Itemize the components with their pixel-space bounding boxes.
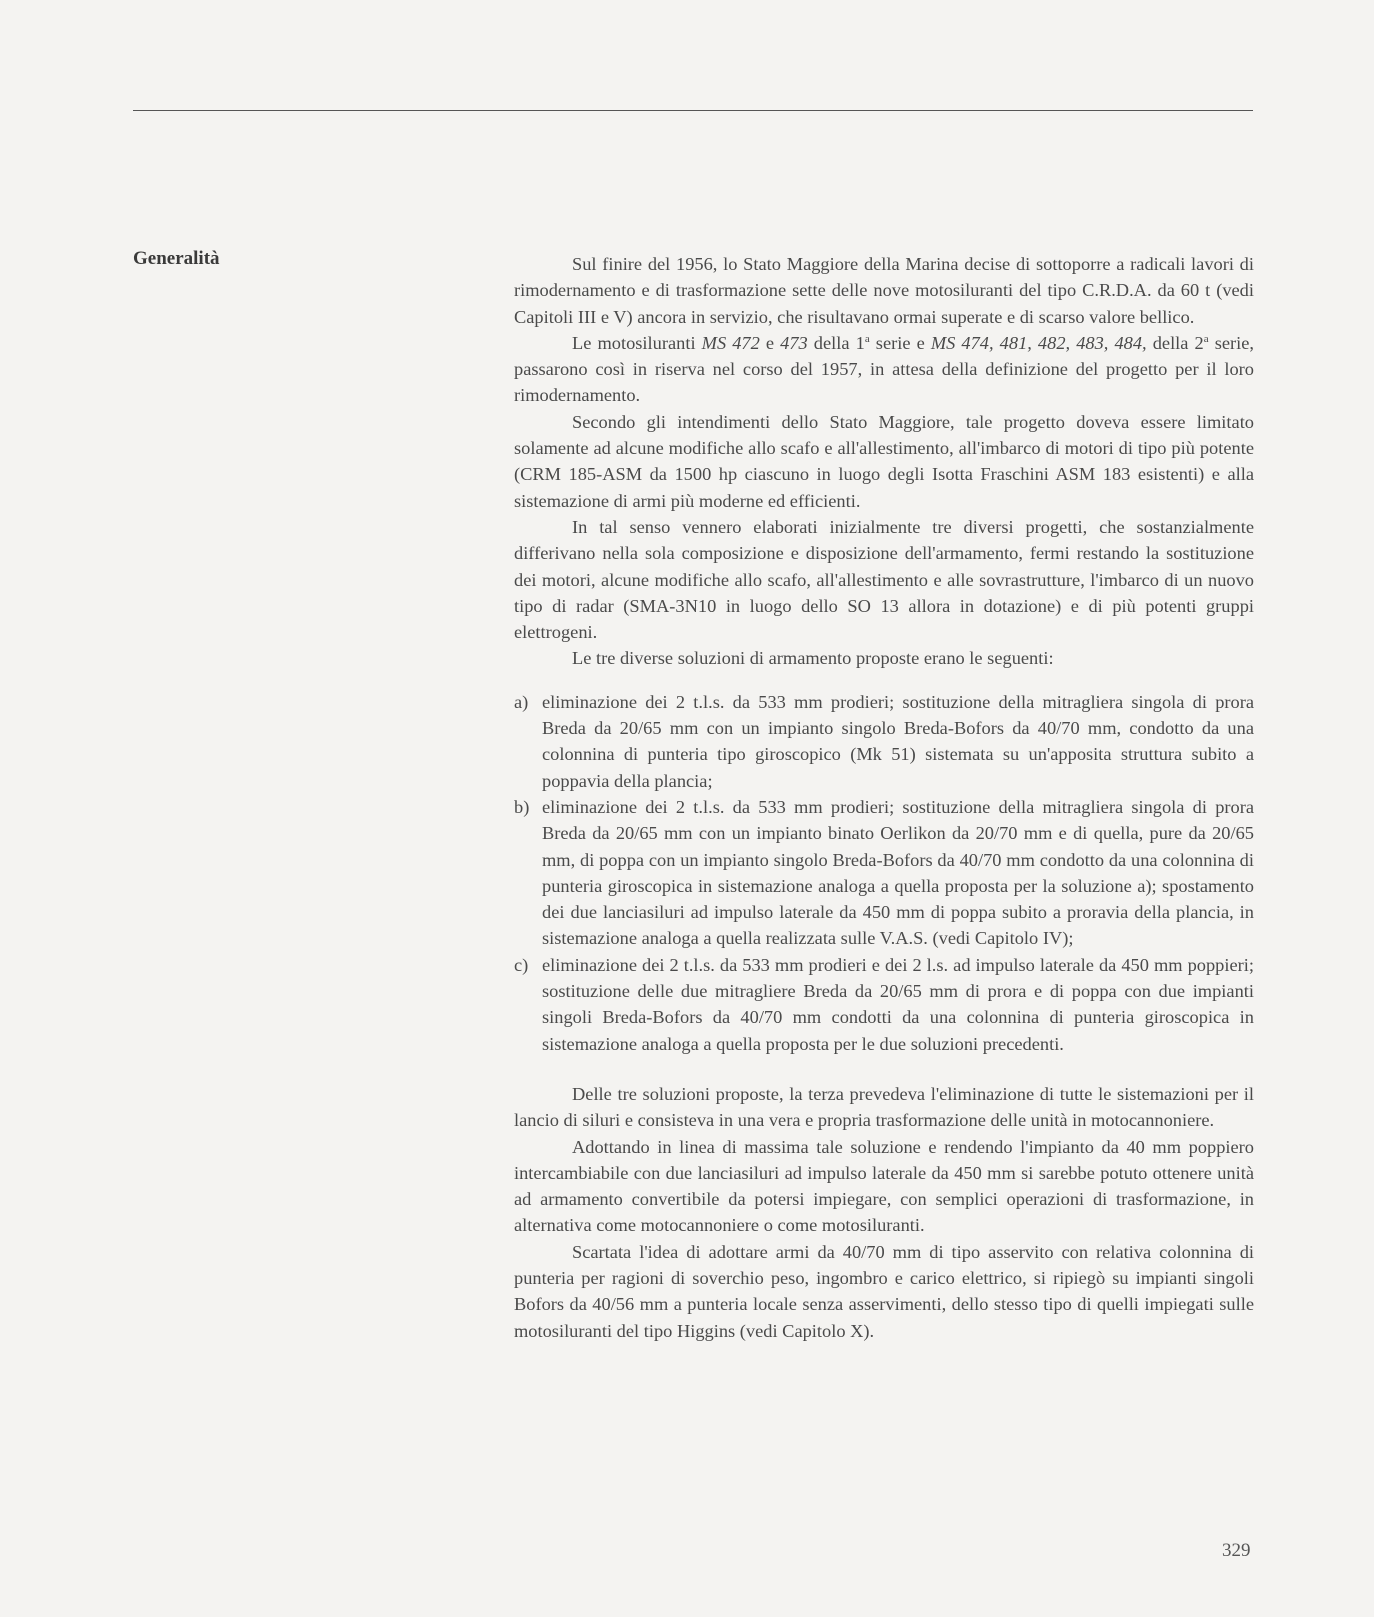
paragraph: In tal senso vennero elaborati inizialmente tre diversi progetti, che sostanzialmente differivano nella sola composizione e disposizione dell'armamento, fermi restando la sostituzione dei motori, alcune modifiche allo scafo, all'allestimento e alle sovrastrutture, l'imbarco di un nuovo tipo di radar (SMA-3N10 in luogo dello SO 13 allora in dotazione) e di più potenti gruppi elettrogeni. <box>514 516 1254 643</box>
paragraph: Scartata l'idea di adottare armi da 40/70 mm di tipo asservito con relativa colonnina di punteria per ragioni di soverchio peso, ingombro e carico elettrico, si ripiegò su impianti singoli Bofors da 40/56 mm a punteria locale senza asservimenti, dello stesso tipo di quelli impiegati sulle motosiluranti del tipo Higgins (vedi Capitolo X). <box>514 1241 1254 1341</box>
solutions-list <box>514 689 1254 1057</box>
section-heading: Generalità <box>133 248 220 269</box>
paragraph: Adottando in linea di massima tale soluzione e rendendo l'impianto da 40 mm poppiero intercambiabile con due lanciasiluri ad impulso laterale da 450 mm si sarebbe potuto ottenere unità ad armamento convertibile da potersi impiegare, con semplici operazioni di trasformazione, in alternativa come motocannoniere o come motosiluranti. <box>514 1136 1254 1236</box>
list-item <box>514 689 1254 794</box>
paragraph: Le tre diverse soluzioni di armamento proposte erano le seguenti: <box>572 648 1054 669</box>
list-item <box>514 952 1254 1057</box>
list-marker: c) <box>514 954 529 975</box>
top-rule <box>133 110 1253 111</box>
paragraph: Delle tre soluzioni proposte, la terza prevedeva l'eliminazione di tutte le sistemazioni per il lancio di siluri e consisteva in una vera e propria trasformazione delle unità in motocannoniere. <box>514 1083 1254 1131</box>
body-text <box>514 251 1254 1344</box>
paragraph: Sul finire del 1956, lo Stato Maggiore della Marina decise di sottoporre a radicali lavori di rimodernamento e di trasformazione sette delle nove motosiluranti del tipo C.R.D.A. da 60 t (vedi Capitoli III e V) ancora in servizio, che risultavano ormai superate e di scarso valore bellico. <box>514 254 1254 327</box>
list-item-text: eliminazione dei 2 t.l.s. da 533 mm prodieri; sostituzione della mitragliera singola di prora Breda da 20/65 mm con un impianto binato Oerlikon da 20/70 mm e di quella, pure da 20/65 mm, di poppa con un impianto singolo Breda-Bofors da 40/70 mm condotto da una colonnina di punteria giroscopica in sistemazione analoga a quella proposta per la soluzione a); spostamento dei due lanciasiluri ad impulso laterale da 450 mm di poppa subito a proravia della plancia, in sistemazione analoga a quella realizzata sulle V.A.S. (vedi Capitolo IV); <box>542 796 1254 949</box>
list-item <box>514 794 1254 952</box>
paragraph: Le motosiluranti MS 472 e 473 della 1$^a$ serie e MS 474, 481, 482, 483, 484, della 2$^a$ serie, passarono così in riserva nel corso del 1957, in attesa della definizione del progetto per il loro rimodernamento. <box>514 332 1255 406</box>
list-item-text: eliminazione dei 2 t.l.s. da 533 mm prodieri; sostituzione della mitragliera singola di prora Breda da 20/65 mm con un impianto singolo Breda-Bofors da 40/70 mm, condotto da una colonnina di punteria tipo giroscopico (Mk 51) sistemata su un'apposita struttura subito a poppavia della plancia; <box>542 691 1254 791</box>
list-marker: a) <box>514 691 529 712</box>
list-marker: b) <box>514 796 530 817</box>
page-number: 329 <box>1222 1540 1251 1561</box>
list-item-text: eliminazione dei 2 t.l.s. da 533 mm prodieri e dei 2 l.s. ad impulso laterale da 450 mm poppieri; sostituzione delle due mitragliere Breda da 20/65 mm di prora e di poppa con due impianti singoli Breda-Bofors da 40/70 mm condotti da una colonnina di punteria giroscopica in sistemazione analoga a quella proposta per le due soluzioni precedenti. <box>542 954 1254 1054</box>
paragraph: Secondo gli intendimenti dello Stato Maggiore, tale progetto doveva essere limitato solamente ad alcune modifiche allo scafo e all'allestimento, all'imbarco di motori di tipo più potente (CRM 185-ASM da 1500 hp ciascuno in luogo degli Isotta Fraschini ASM 183 esistenti) e alla sistemazione di armi più moderne ed efficienti. <box>514 411 1254 511</box>
